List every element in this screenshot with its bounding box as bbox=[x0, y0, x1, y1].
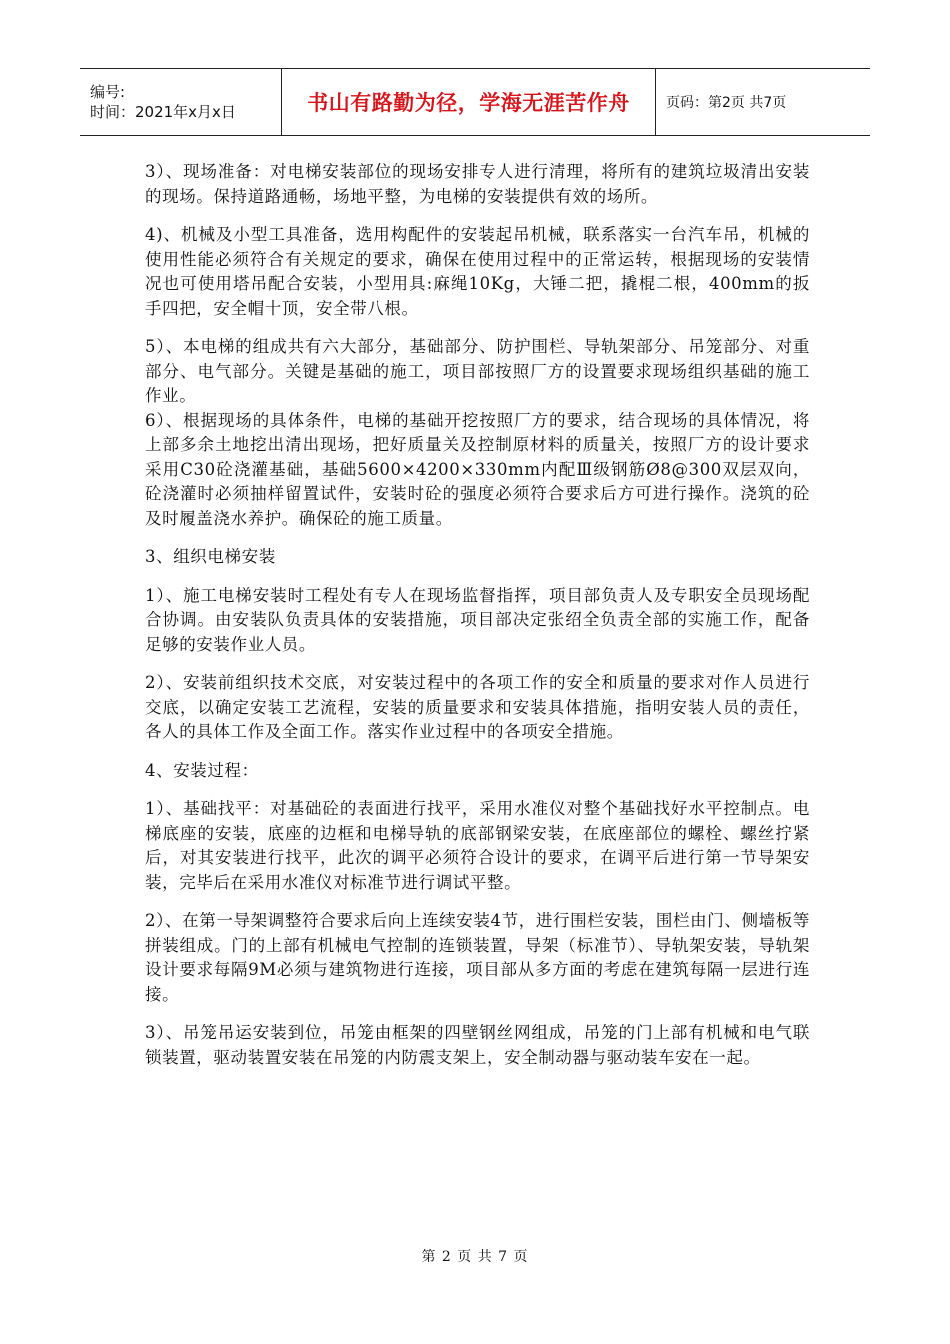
paragraph-machinery-preparation: 4)、机械及小型工具准备，选用构配件的安装起吊机械，联系落实一台汽车吊，机械的使用性能必须符合有关规定的要求，确保在使用过程中的正常运转，根据现场的安装情况也可使用塔吊配合安装，小型用具:麻绳10Kg，大锤二把，撬棍二根，400mm的扳手四把，安全帽十顶，安全带八根。 bbox=[145, 225, 810, 318]
document-number-label: 编号: bbox=[90, 83, 126, 101]
section-heading-installation-process: 4、安装过程： bbox=[145, 760, 259, 780]
paragraph-foundation-leveling: 1）、基础找平：对基础砼的表面进行找平，采用水准仪对整个基础找好水平控制点。电梯底座的安装，底座的边框和电梯导轨的底部钢梁安装，在底座部位的螺栓、螺丝拧紧后，对其安装进行找平，此次的调平必须符合设计的要求，在调平后进行第一节导架安装，完毕后在采用水准仪对标准节进行调试平整。 bbox=[145, 799, 810, 892]
header-meta bbox=[80, 69, 282, 135]
paragraph-site-preparation: 3）、现场准备：对电梯安装部位的现场安排专人进行清理，将所有的建筑垃圾清出安装的现场。保持道路通畅，场地平整，为电梯的安装提供有效的场所。 bbox=[145, 162, 810, 206]
section-heading-organize-installation: 3、组织电梯安装 bbox=[145, 547, 276, 566]
document-date-label: 时间：2021年x月x日 bbox=[90, 103, 236, 121]
paragraph-technical-briefing: 2）、安装前组织技术交底，对安装过程中的各项工作的安全和质量的要求对作人员进行交底，以确定安装工艺流程，安装的质量要求和安装具体措施，指明安装人员的责任，各人的具体工作及全面工作。落实作业过程中的各项安全措施。 bbox=[145, 673, 810, 741]
page-header bbox=[80, 68, 870, 136]
header-motto: 书山有路勤为径，学海无涯苦作舟 bbox=[282, 69, 656, 135]
header-page-info: 页码：第2页 共7页 bbox=[666, 95, 787, 111]
paragraph-foundation-work: 6）、根据现场的具体条件，电梯的基础开挖按照厂方的要求，结合现场的具体情况，将上部多余土地挖出清出现场，把好质量关及控制原材料的质量关，按照厂方的设计要求采用C30砼浇灌基础，基础5600×4200×330mm内配Ⅲ级钢筋Ø8@300双层双向，砼浇灌时必须抽样留置试件，安装时砼的强度必须符合要求后方可进行操作。浇筑的砼及时履盖浇水养护。确保砼的施工质量。 bbox=[145, 410, 810, 528]
paragraph-elevator-components: 5）、本电梯的组成共有六大部分，基础部分、防护围栏、导轨架部分、吊笼部分、对重部分、电气部分。关键是基础的施工，项目部按照厂方的设置要求现场组织基础的施工作业。 bbox=[145, 337, 810, 405]
paragraph-guide-frame-installation: 2）、在第一导架调整符合要求后向上连续安装4节，进行围栏安装，围栏由门、侧墙板等拼装组成。门的上部有机械电气控制的连锁装置，导架（标准节）、导轨架安装，导轨架设计要求每隔9M必须与建筑物进行连接，项目部从多方面的考虑在建筑每隔一层进行连接。 bbox=[145, 911, 810, 1004]
paragraph-cage-installation: 3）、吊笼吊运安装到位，吊笼由框架的四壁钢丝网组成，吊笼的门上部有机械和电气联锁装置，驱动装置安装在吊笼的内防震支架上，安全制动器与驱动装车安在一起。 bbox=[145, 1023, 810, 1067]
paragraph-installation-supervision: 1）、施工电梯安装时工程处有专人在现场监督指挥，项目部负责人及专职安全员现场配合协调。由安装队负责具体的安装措施，项目部决定张绍全负责全部的实施工作，配备足够的安装作业人员。 bbox=[145, 585, 810, 654]
page-footer: 第 2 页 共 7 页 bbox=[421, 1249, 529, 1265]
document-body bbox=[145, 160, 810, 1084]
